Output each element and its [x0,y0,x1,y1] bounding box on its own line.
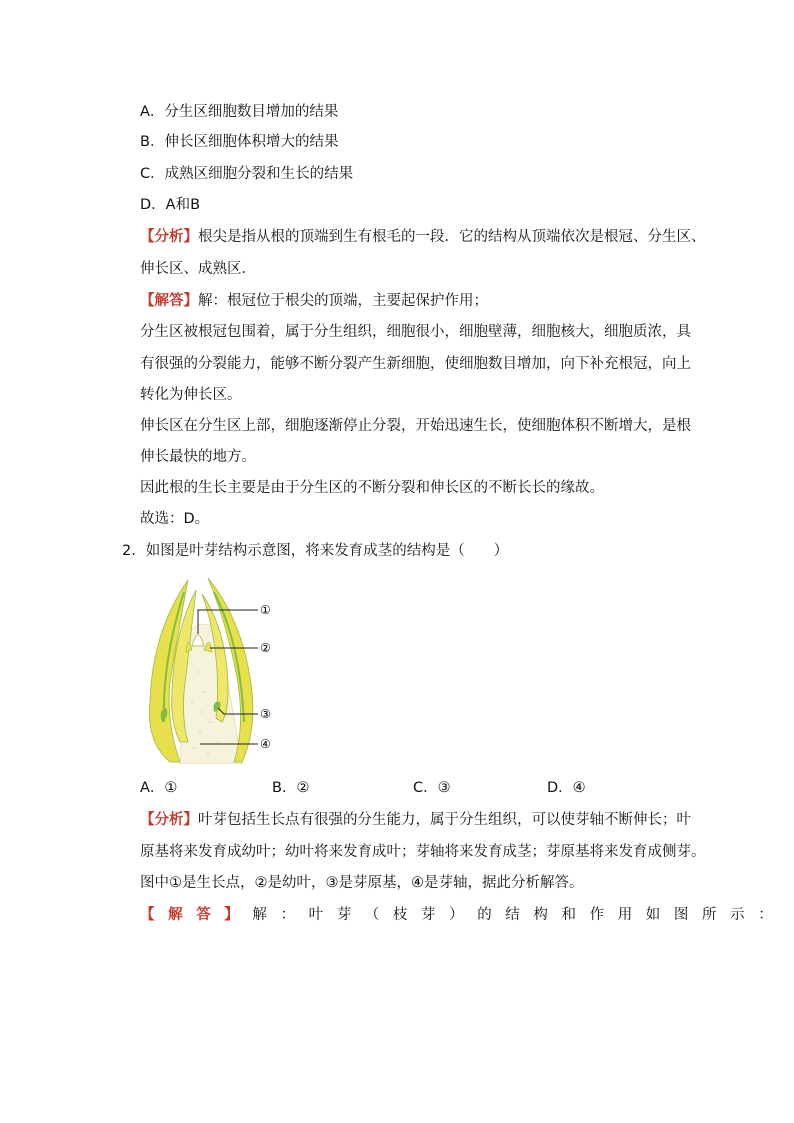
q1-answer-line-5: 伸长区在分生区上部，细胞逐渐停止分裂，开始迅速生长，使细胞体积不断增大，是根 [140,418,691,434]
analysis-tag: 【分析】 [140,812,198,828]
q2-analysis-text: 叶芽包括生长点有很强的分生能力，属于分生组织，可以使芽轴不断伸长；叶 [198,812,691,828]
q1-analysis-text: 根尖是指从根的顶端到生有根毛的一段．它的结构从顶端依次是根冠、分生区、 [198,229,706,245]
q2-option-d: D．④ [547,780,586,796]
q2-option-b: B．② [272,780,310,796]
q2-option-c: C．③ [413,780,451,796]
q1-answer-first: 解：根冠位于根尖的顶端，主要起保护作用； [198,293,488,309]
q1-analysis-line-1 [140,227,706,247]
q1-analysis-line-2: 伸长区、成熟区． [140,261,256,277]
label-3: ③ [260,707,271,721]
q1-answer-line-7: 因此根的生长主要是由于分生区的不断分裂和伸长区的不断长长的缘故。 [140,480,604,496]
q1-option-b: B．伸长区细胞体积增大的结果 [140,134,339,150]
q1-answer-line-1 [140,291,488,311]
q1-answer-line-3: 有很强的分裂能力，能够不断分裂产生新细胞，使细胞数目增加，向下补充根冠，向上 [140,356,691,372]
answer-tag: 【解答】 [140,907,253,923]
q2-analysis-line-1 [140,810,691,830]
q2-answer-first: 解：叶芽（枝芽）的结构和作用如图所示： [252,907,787,923]
q1-answer-line-4: 转化为伸长区。 [140,387,242,403]
q1-option-a: A．分生区细胞数目增加的结果 [140,104,339,120]
answer-tag: 【解答】 [140,293,198,309]
label-1: ① [260,603,271,617]
q2-analysis-line-3: 图中①是生长点，②是幼叶，③是芽原基，④是芽轴，据此分析解答。 [140,875,584,891]
q1-answer-line-8: 故选：D。 [140,511,210,527]
analysis-tag: 【分析】 [140,229,198,245]
q1-answer-line-6: 伸长最快的地方。 [140,449,256,465]
label-4: ④ [260,737,271,751]
q1-option-d: D．A和B [140,197,201,213]
q2-answer-line-1 [140,905,786,925]
q1-answer-line-2: 分生区被根冠包围着，属于分生组织，细胞很小，细胞壁薄，细胞核大，细胞质浓，具 [140,324,691,340]
q1-option-c: C．成熟区细胞分裂和生长的结果 [140,166,354,182]
leaf-bud-diagram [140,572,290,764]
q2-stem: 2．如图是叶芽结构示意图，将来发育成茎的结构是（ ） [122,543,509,559]
label-2: ② [260,641,271,655]
q2-option-a: A．① [140,780,178,796]
q2-analysis-line-2: 原基将来发育成幼叶；幼叶将来发育成叶；芽轴将来发育成茎；芽原基将来发育成侧芽。 [140,844,706,860]
